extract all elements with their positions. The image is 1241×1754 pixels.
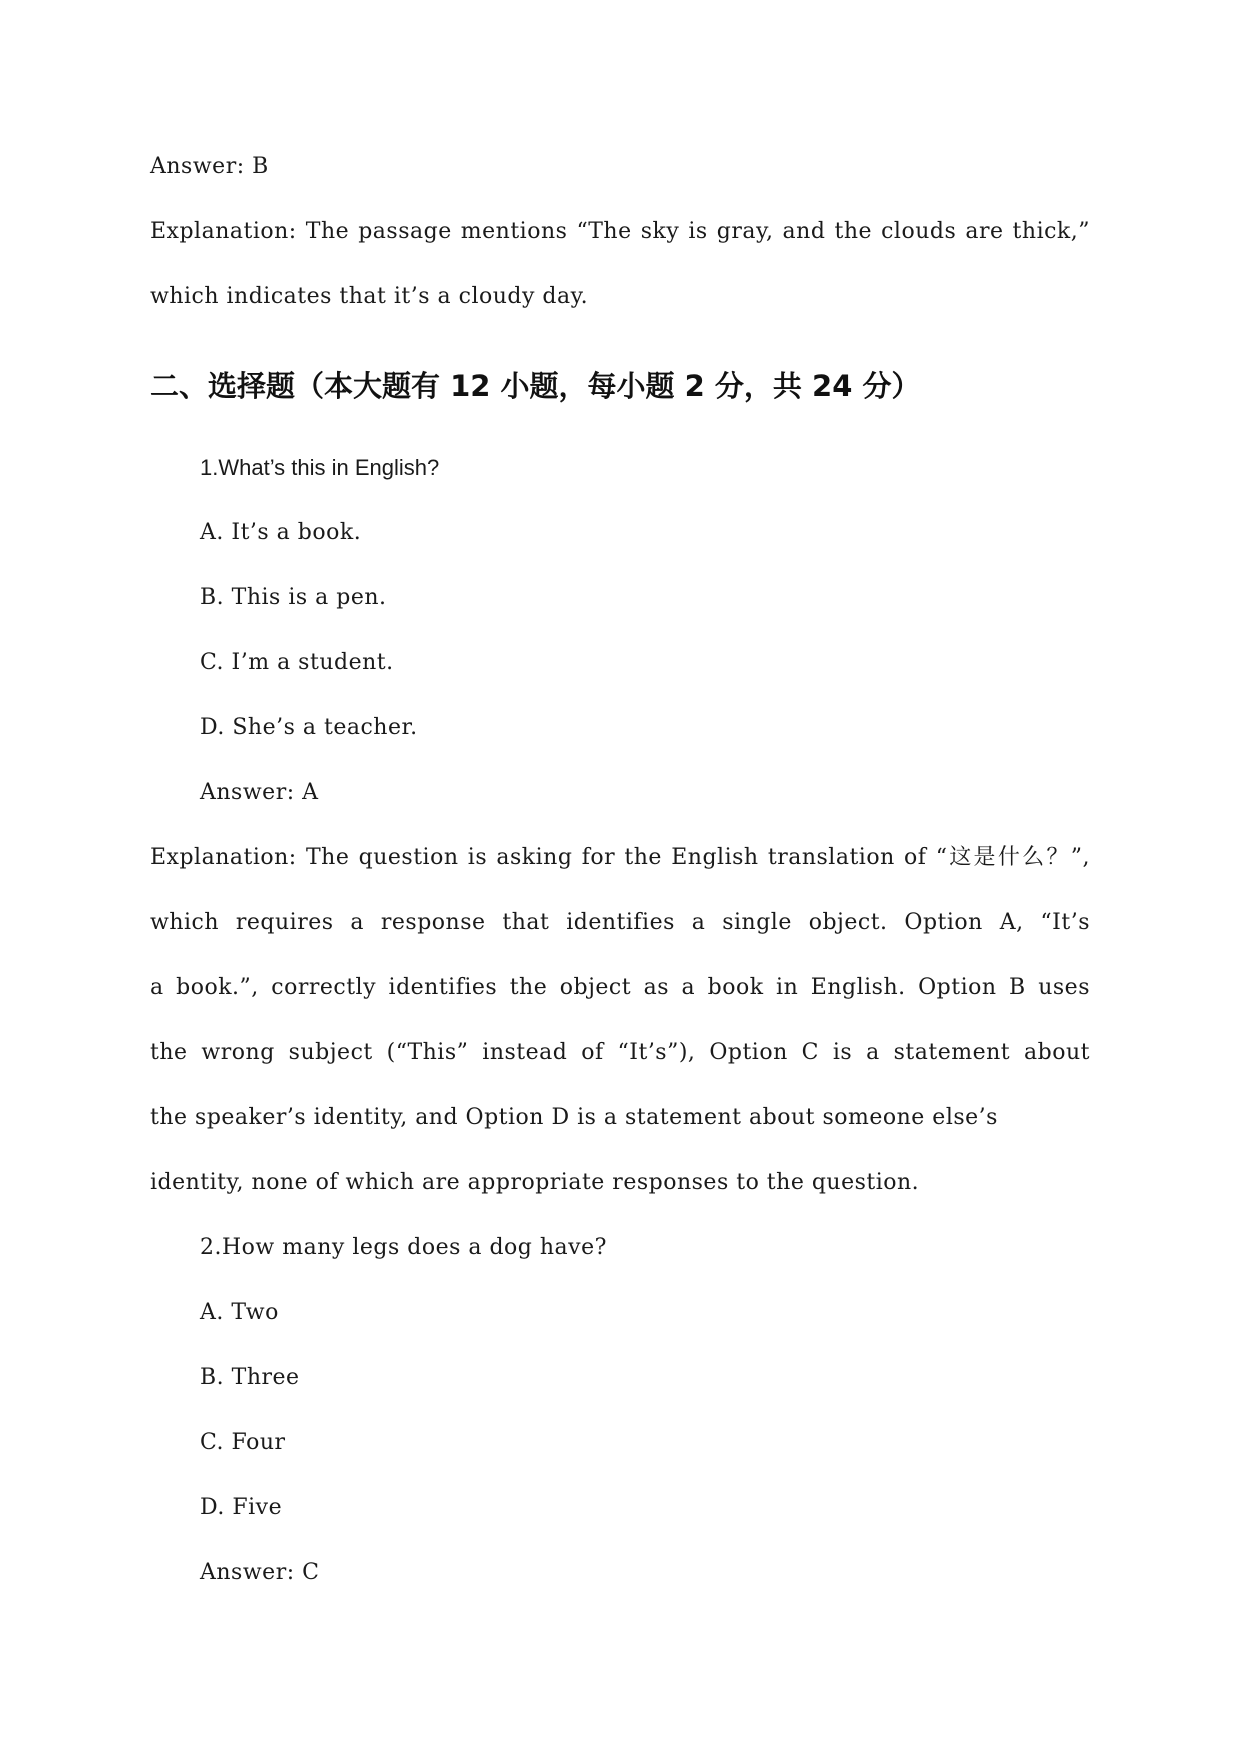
explanation-line: which requires a response that identifies a single object. Option A, “It’s <box>150 910 1090 935</box>
option-b: B. Three <box>200 1365 300 1390</box>
explanation-line: the wrong subject (“This” instead of “It’s”), Option C is a statement about <box>150 1040 1090 1065</box>
explanation-line: Explanation: The question is asking for the English translation of “这是什么？”, <box>150 845 1090 870</box>
answer-text: Answer: B <box>150 154 269 179</box>
explanation-line: the speaker’s identity, and Option D is a statement about someone else’s <box>150 1105 998 1130</box>
answer-text: Answer: C <box>200 1560 320 1585</box>
option-a: A. It’s a book. <box>200 520 362 545</box>
option-a: A. Two <box>200 1300 279 1325</box>
option-d: D. She’s a teacher. <box>200 715 418 740</box>
question-stem: 2.How many legs does a dog have? <box>200 1235 607 1260</box>
option-c: C. Four <box>200 1430 286 1455</box>
section-heading: 二、选择题（本大题有 12 小题，每小题 2 分，共 24 分） <box>150 369 921 403</box>
explanation-line: which indicates that it’s a cloudy day. <box>150 284 589 309</box>
option-c: C. I’m a student. <box>200 650 394 675</box>
explanation-line: a book.”, correctly identifies the object as a book in English. Option B uses <box>150 975 1090 1000</box>
option-d: D. Five <box>200 1495 283 1520</box>
option-b: B. This is a pen. <box>200 585 387 610</box>
answer-text: Answer: A <box>200 780 319 805</box>
explanation-line: identity, none of which are appropriate responses to the question. <box>150 1170 920 1195</box>
question-stem: 1.What’s this in English? <box>200 455 440 480</box>
explanation-line: Explanation: The passage mentions “The sky is gray, and the clouds are thick,” <box>150 219 1090 244</box>
